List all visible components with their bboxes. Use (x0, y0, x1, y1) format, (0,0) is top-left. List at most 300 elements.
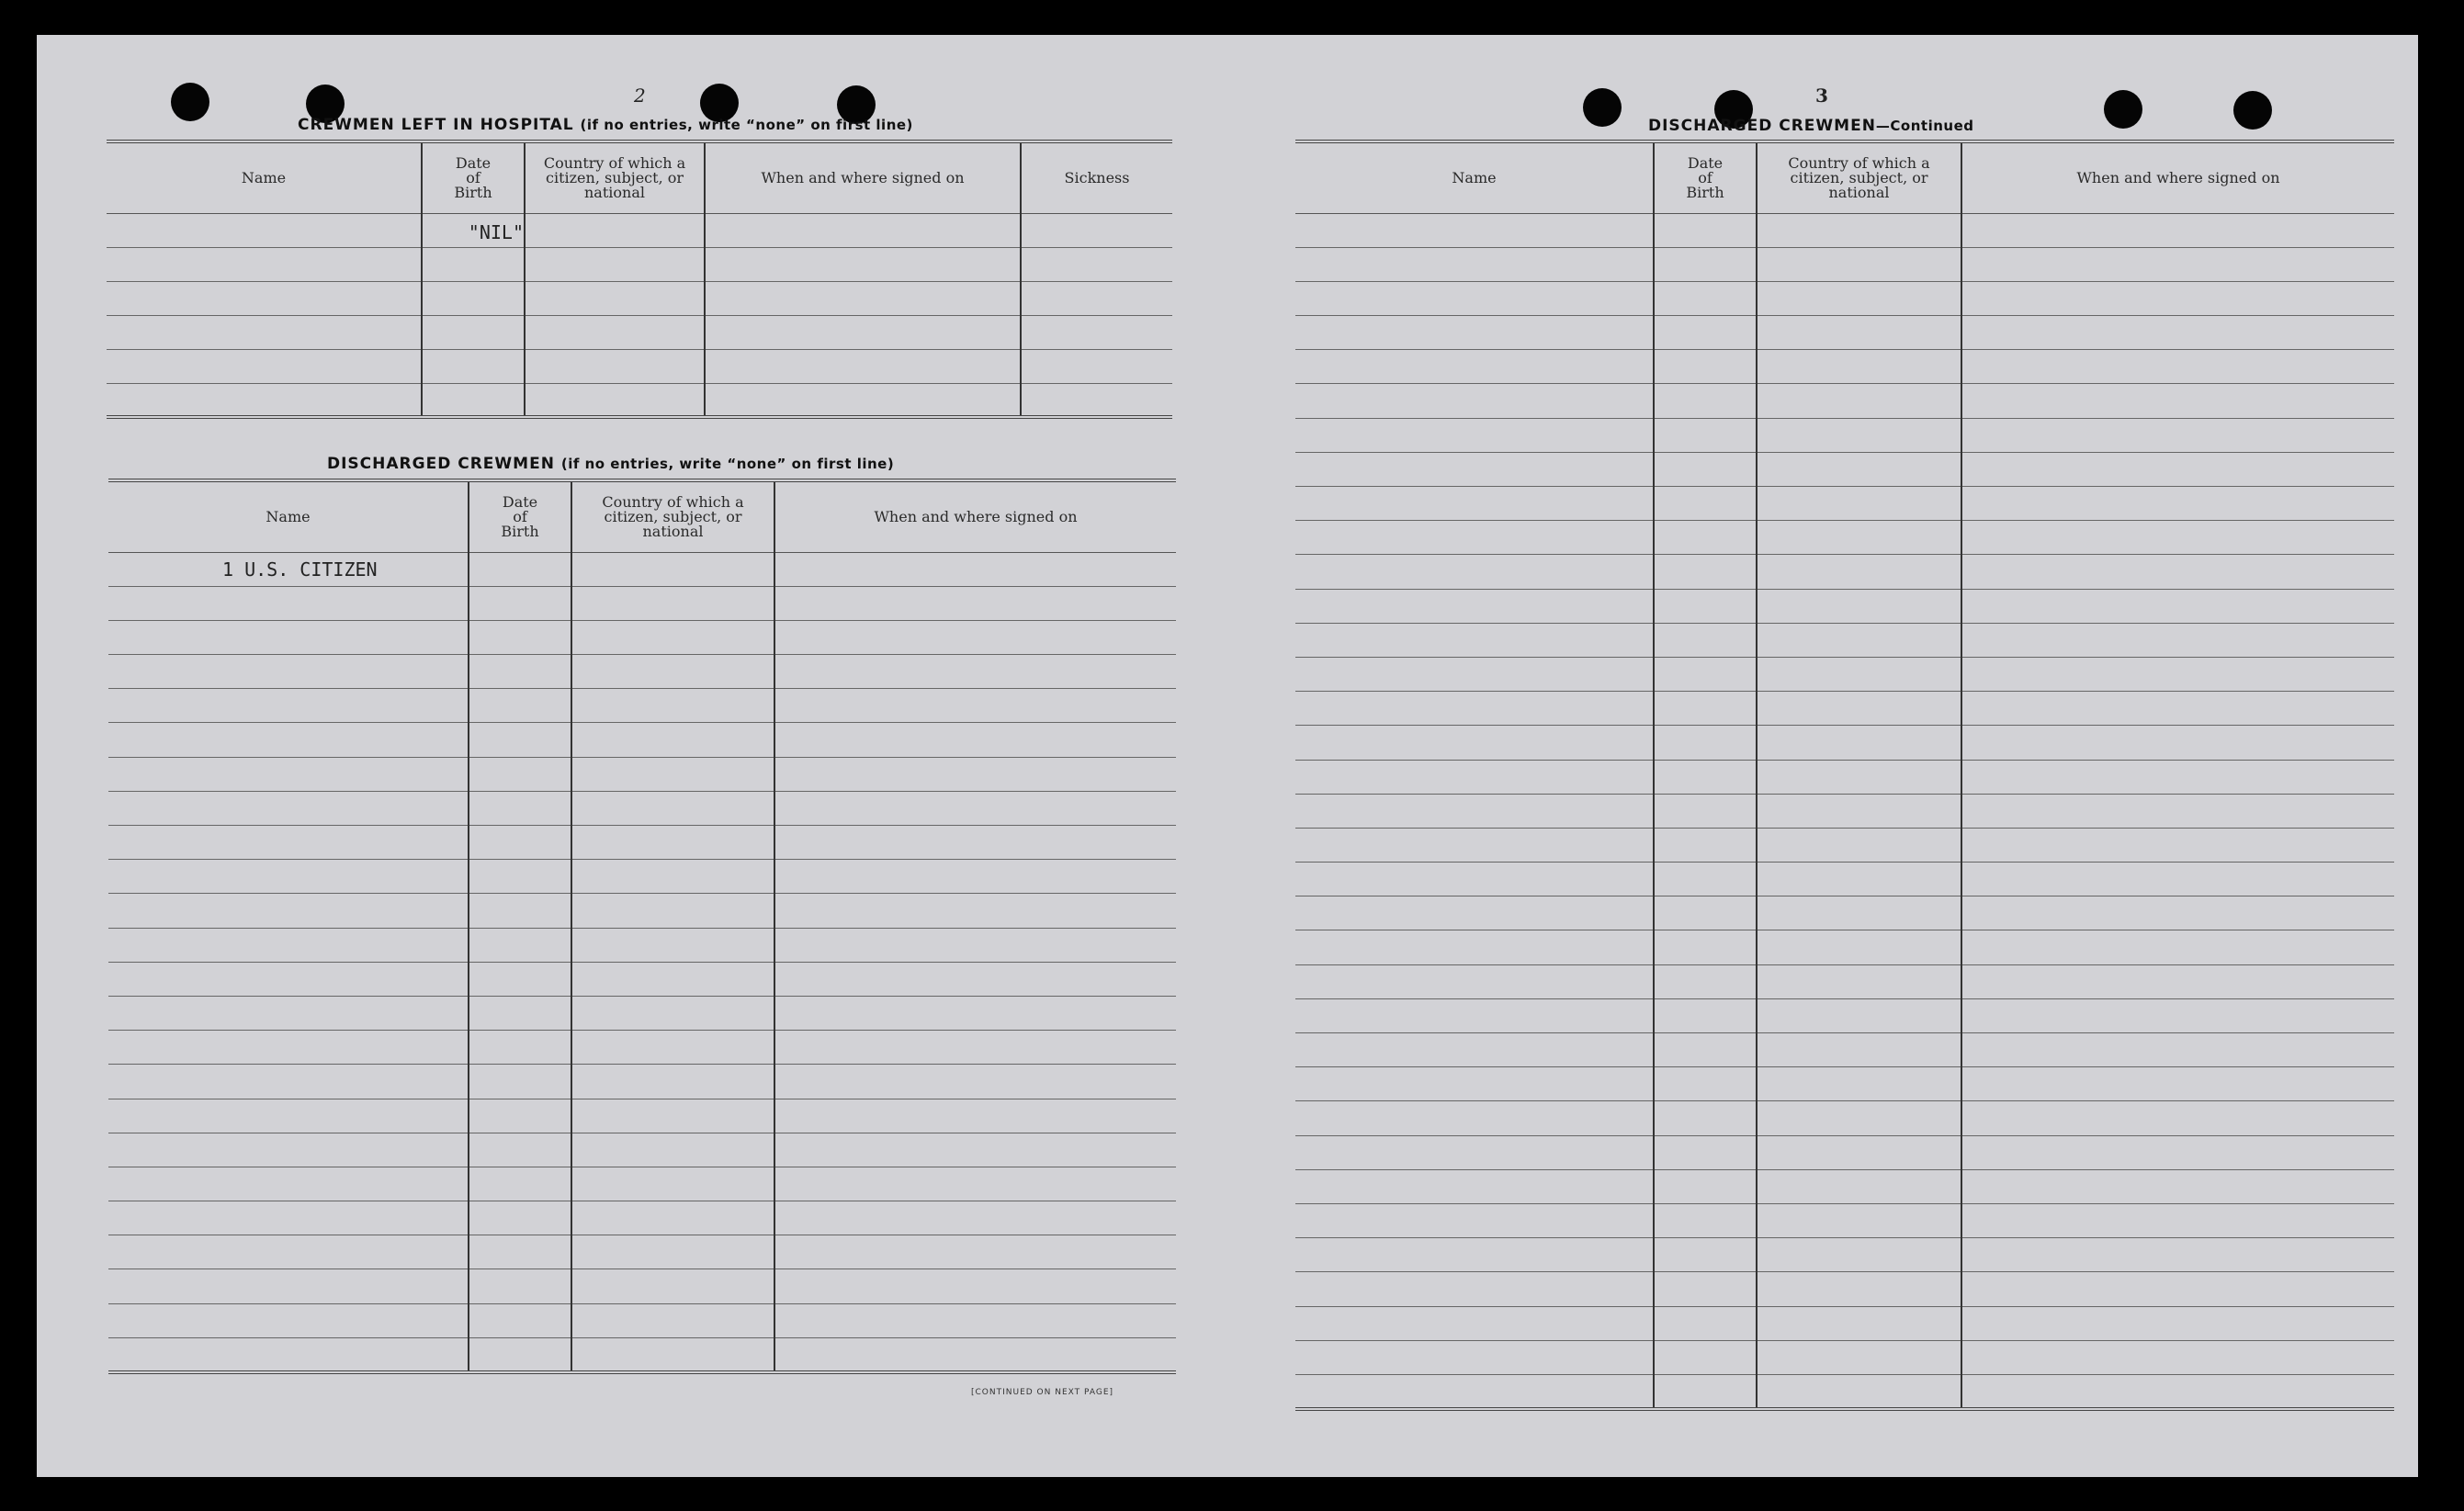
cell-country (1757, 452, 1961, 486)
cell-name (108, 655, 469, 689)
cell-signed-on (774, 1201, 1176, 1235)
cell-signed-on (774, 1031, 1176, 1065)
col-header-date-of-birth: Date of Birth (469, 480, 571, 552)
cell-date-of-birth (1654, 760, 1757, 794)
cell-name (1295, 350, 1654, 384)
discharged-continued-title-text: DISCHARGED CREWMEN (1648, 117, 1876, 135)
col-header-date-of-birth: Date of Birth (1654, 141, 1757, 213)
table-row (108, 894, 1176, 928)
table-row (108, 689, 1176, 723)
discharged-continued-title (1648, 117, 1974, 135)
col-header-country: Country of which a citizen, subject, or national (571, 480, 774, 552)
cell-signed-on (774, 860, 1176, 894)
col-header-signed-on: When and where signed on (1961, 141, 2394, 213)
table-row (1295, 794, 2394, 828)
cell-date-of-birth (1654, 1203, 1757, 1237)
cell-date-of-birth (1654, 487, 1757, 521)
cell-country (571, 586, 774, 620)
discharged-title-note: (if no entries, write “none” on first line) (560, 456, 895, 472)
cell-country (571, 928, 774, 962)
col-header-name: Name (107, 141, 422, 213)
cell-country (1757, 896, 1961, 930)
cell-date-of-birth (422, 281, 525, 315)
cell-name (1295, 760, 1654, 794)
cell-name (1295, 1203, 1654, 1237)
cell-date-of-birth (1654, 794, 1757, 828)
cell-date-of-birth (1654, 1340, 1757, 1374)
cell-name (108, 620, 469, 654)
cell-name (1295, 1238, 1654, 1272)
cell-date-of-birth (1654, 930, 1757, 964)
table-row (1295, 998, 2394, 1032)
cell-date-of-birth (469, 791, 571, 825)
cell-name (108, 1303, 469, 1337)
cell-signed-on (1961, 281, 2394, 315)
cell-date-of-birth (469, 1099, 571, 1133)
cell-date-of-birth (1654, 418, 1757, 452)
col-header-country: Country of which a citizen, subject, or national (525, 141, 705, 213)
cell-name (1295, 247, 1654, 281)
table-row (108, 723, 1176, 757)
table-row (107, 281, 1172, 315)
col-header-signed-on: When and where signed on (705, 141, 1021, 213)
cell-date-of-birth (1654, 726, 1757, 760)
cell-name (1295, 316, 1654, 350)
table-row (108, 757, 1176, 791)
table-row (1295, 213, 2394, 247)
cell-signed-on (774, 1167, 1176, 1201)
table-row (108, 1269, 1176, 1303)
cell-date-of-birth (1654, 692, 1757, 726)
table-row (1295, 863, 2394, 896)
cell-signed-on (1961, 794, 2394, 828)
table-row (107, 213, 1172, 247)
cell-date-of-birth (1654, 896, 1757, 930)
table-row (1295, 964, 2394, 998)
table-row (1295, 1272, 2394, 1306)
cell-signed-on (1961, 213, 2394, 247)
cell-country (1757, 1067, 1961, 1101)
cell-name (107, 247, 422, 281)
cell-name (108, 996, 469, 1030)
cell-signed-on (774, 1269, 1176, 1303)
page-number-right: 3 (1815, 85, 1828, 107)
cell-signed-on (774, 1065, 1176, 1099)
cell-date-of-birth (469, 1031, 571, 1065)
cell-name (108, 928, 469, 962)
cell-country (571, 791, 774, 825)
table-row (107, 383, 1172, 417)
table-row (108, 1065, 1176, 1099)
cell-date-of-birth (1654, 1272, 1757, 1306)
col-header-name: Name (1295, 141, 1654, 213)
cell-name (1295, 896, 1654, 930)
cell-name: 1 U.S. CITIZEN (108, 552, 469, 586)
cell-country (1757, 384, 1961, 418)
cell-name (108, 723, 469, 757)
cell-signed-on (774, 928, 1176, 962)
cell-date-of-birth (1654, 213, 1757, 247)
cell-country (1757, 1203, 1961, 1237)
cell-date-of-birth (469, 723, 571, 757)
table-row (107, 315, 1172, 349)
cell-signed-on (1961, 487, 2394, 521)
cell-name (107, 349, 422, 383)
discharged-table (108, 479, 1176, 1374)
cell-name (1295, 1135, 1654, 1169)
cell-date-of-birth (1654, 1033, 1757, 1067)
cell-date-of-birth (1654, 657, 1757, 691)
table-row (1295, 418, 2394, 452)
cell-name (1295, 828, 1654, 862)
cell-name (108, 1269, 469, 1303)
cell-name (108, 1337, 469, 1371)
discharged-rows (108, 552, 1176, 1372)
cell-country (571, 757, 774, 791)
table-row (1295, 350, 2394, 384)
cell-name (1295, 657, 1654, 691)
cell-country (571, 1167, 774, 1201)
cell-signed-on (1961, 1340, 2394, 1374)
punch-hole (2104, 90, 2142, 129)
cell-country (1757, 316, 1961, 350)
cell-sickness (1021, 213, 1172, 247)
cell-country (525, 349, 705, 383)
cell-date-of-birth (1654, 316, 1757, 350)
cell-name (1295, 1101, 1654, 1135)
cell-signed-on (1961, 930, 2394, 964)
cell-date-of-birth (469, 860, 571, 894)
cell-name (1295, 863, 1654, 896)
col-header-date-of-birth: Date of Birth (422, 141, 525, 213)
cell-signed-on (705, 213, 1021, 247)
cell-date-of-birth (469, 928, 571, 962)
cell-country (1757, 794, 1961, 828)
cell-date-of-birth: "NIL" (422, 213, 525, 247)
punch-hole (1583, 88, 1622, 127)
cell-date-of-birth (469, 1269, 571, 1303)
cell-country (525, 383, 705, 417)
table-row (1295, 487, 2394, 521)
cell-signed-on (1961, 555, 2394, 589)
cell-signed-on (774, 586, 1176, 620)
cell-country (571, 996, 774, 1030)
table-row (108, 1031, 1176, 1065)
table-row (1295, 316, 2394, 350)
table-row (107, 247, 1172, 281)
table-row (108, 1201, 1176, 1235)
cell-date-of-birth (469, 962, 571, 996)
cell-country (1757, 1033, 1961, 1067)
cell-signed-on (1961, 692, 2394, 726)
cell-signed-on (1961, 1203, 2394, 1237)
cell-country (1757, 623, 1961, 657)
cell-signed-on (705, 383, 1021, 417)
cell-signed-on (774, 1337, 1176, 1371)
cell-name (108, 689, 469, 723)
cell-country (1757, 1135, 1961, 1169)
cell-signed-on (705, 315, 1021, 349)
cell-signed-on (1961, 384, 2394, 418)
cell-country (525, 281, 705, 315)
cell-date-of-birth (1654, 1169, 1757, 1203)
cell-date-of-birth (1654, 1374, 1757, 1408)
cell-date-of-birth (469, 1337, 571, 1371)
cell-name (1295, 998, 1654, 1032)
table-row (108, 791, 1176, 825)
cell-name (1295, 692, 1654, 726)
table-row (108, 1303, 1176, 1337)
table-row (1295, 930, 2394, 964)
cell-date-of-birth (469, 620, 571, 654)
discharged-title-text: DISCHARGED CREWMEN (327, 455, 555, 473)
cell-date-of-birth (469, 586, 571, 620)
cell-name (1295, 1374, 1654, 1408)
cell-country (1757, 998, 1961, 1032)
cell-name (108, 1065, 469, 1099)
cell-signed-on (1961, 1101, 2394, 1135)
table-row (1295, 1306, 2394, 1340)
cell-country (1757, 657, 1961, 691)
cell-signed-on (1961, 896, 2394, 930)
table-row (1295, 589, 2394, 623)
cell-country (571, 1269, 774, 1303)
cell-name (107, 213, 422, 247)
cell-signed-on (1961, 1272, 2394, 1306)
table-row (107, 349, 1172, 383)
cell-country (1757, 247, 1961, 281)
cell-name (1295, 521, 1654, 555)
cell-date-of-birth (1654, 521, 1757, 555)
punch-hole (2233, 91, 2272, 130)
cell-country (525, 247, 705, 281)
cell-country (571, 860, 774, 894)
table-row (1295, 452, 2394, 486)
table-row (108, 860, 1176, 894)
cell-country (1757, 213, 1961, 247)
cell-signed-on (774, 552, 1176, 586)
cell-date-of-birth (1654, 828, 1757, 862)
cell-name (108, 1167, 469, 1201)
cell-date-of-birth (1654, 384, 1757, 418)
cell-signed-on (1961, 1238, 2394, 1272)
cell-date-of-birth (469, 552, 571, 586)
table-row (1295, 1101, 2394, 1135)
cell-name (108, 894, 469, 928)
table-row (1295, 521, 2394, 555)
cell-country (1757, 863, 1961, 896)
cell-date-of-birth (1654, 964, 1757, 998)
table-row (108, 1235, 1176, 1269)
hospital-table (107, 140, 1172, 419)
table-row (108, 1337, 1176, 1371)
cell-signed-on (774, 962, 1176, 996)
cell-country (525, 315, 705, 349)
hospital-rows (107, 213, 1172, 417)
cell-country (1757, 760, 1961, 794)
cell-name (1295, 726, 1654, 760)
cell-signed-on (1961, 828, 2394, 862)
cell-name (1295, 384, 1654, 418)
table-row (1295, 657, 2394, 691)
cell-country (571, 962, 774, 996)
cell-country (571, 1065, 774, 1099)
cell-name (108, 1031, 469, 1065)
cell-signed-on (774, 655, 1176, 689)
table-row (1295, 623, 2394, 657)
cell-name (1295, 555, 1654, 589)
cell-date-of-birth (469, 894, 571, 928)
cell-signed-on (1961, 521, 2394, 555)
cell-country (571, 1337, 774, 1371)
table-row (108, 655, 1176, 689)
cell-date-of-birth (1654, 998, 1757, 1032)
col-header-sickness: Sickness (1021, 141, 1172, 213)
cell-signed-on (705, 247, 1021, 281)
cell-date-of-birth (422, 247, 525, 281)
cell-signed-on (1961, 1067, 2394, 1101)
cell-country (1757, 281, 1961, 315)
cell-name (108, 757, 469, 791)
cell-country (1757, 350, 1961, 384)
cell-signed-on (1961, 1374, 2394, 1408)
col-header-name: Name (108, 480, 469, 552)
cell-date-of-birth (1654, 1135, 1757, 1169)
form-sheet (37, 35, 2418, 1477)
cell-signed-on (705, 349, 1021, 383)
cell-country (1757, 1374, 1961, 1408)
cell-country (1757, 726, 1961, 760)
table-row (1295, 760, 2394, 794)
continued-suffix: —Continued (1875, 118, 1974, 134)
table-row (1295, 692, 2394, 726)
cell-date-of-birth (1654, 589, 1757, 623)
cell-name (1295, 1272, 1654, 1306)
cell-sickness (1021, 349, 1172, 383)
table-row (1295, 726, 2394, 760)
cell-country (1757, 1101, 1961, 1135)
cell-country (525, 213, 705, 247)
table-row (1295, 828, 2394, 862)
cell-date-of-birth (469, 1167, 571, 1201)
cell-signed-on (774, 1133, 1176, 1167)
table-row (108, 826, 1176, 860)
cell-country (571, 1303, 774, 1337)
cell-name (1295, 623, 1654, 657)
cell-signed-on (1961, 452, 2394, 486)
cell-signed-on (774, 791, 1176, 825)
cell-signed-on (1961, 1169, 2394, 1203)
table-row (108, 1133, 1176, 1167)
cell-name (1295, 589, 1654, 623)
cell-signed-on (774, 757, 1176, 791)
cell-name (108, 1133, 469, 1167)
cell-name (1295, 213, 1654, 247)
cell-name (1295, 1306, 1654, 1340)
cell-date-of-birth (469, 757, 571, 791)
cell-signed-on (774, 996, 1176, 1030)
table-row (1295, 1374, 2394, 1408)
cell-date-of-birth (469, 996, 571, 1030)
cell-signed-on (1961, 657, 2394, 691)
page-number-left: 2 (634, 85, 646, 107)
cell-signed-on (1961, 350, 2394, 384)
cell-name (1295, 1033, 1654, 1067)
cell-date-of-birth (469, 689, 571, 723)
discharged-continued-rows (1295, 213, 2394, 1409)
cell-signed-on (1961, 589, 2394, 623)
cell-name (1295, 418, 1654, 452)
table-row (108, 1167, 1176, 1201)
cell-date-of-birth (1654, 247, 1757, 281)
cell-country (1757, 1306, 1961, 1340)
hospital-title-note: (if no entries, write “none” on first line) (580, 117, 913, 133)
cell-signed-on (774, 1303, 1176, 1337)
table-row (1295, 384, 2394, 418)
col-header-signed-on: When and where signed on (774, 480, 1176, 552)
table-row (1295, 1135, 2394, 1169)
cell-name (1295, 794, 1654, 828)
table-row (1295, 281, 2394, 315)
cell-name (1295, 487, 1654, 521)
table-row (1295, 555, 2394, 589)
cell-sickness (1021, 383, 1172, 417)
cell-country (1757, 555, 1961, 589)
cell-date-of-birth (1654, 452, 1757, 486)
cell-country (571, 723, 774, 757)
cell-date-of-birth (1654, 623, 1757, 657)
cell-signed-on (1961, 1135, 2394, 1169)
cell-signed-on (774, 1235, 1176, 1269)
cell-country (1757, 1238, 1961, 1272)
cell-date-of-birth (469, 1303, 571, 1337)
cell-signed-on (774, 894, 1176, 928)
cell-name (107, 281, 422, 315)
cell-name (108, 791, 469, 825)
cell-country (1757, 521, 1961, 555)
cell-signed-on (1961, 316, 2394, 350)
cell-name (1295, 452, 1654, 486)
cell-country (1757, 418, 1961, 452)
cell-country (1757, 1340, 1961, 1374)
cell-name (1295, 281, 1654, 315)
cell-signed-on (774, 689, 1176, 723)
punch-hole (171, 83, 209, 121)
cell-name (108, 860, 469, 894)
table-row (1295, 896, 2394, 930)
cell-sickness (1021, 281, 1172, 315)
cell-country (1757, 487, 1961, 521)
cell-signed-on (774, 826, 1176, 860)
cell-country (1757, 828, 1961, 862)
cell-date-of-birth (469, 1133, 571, 1167)
hospital-title-text: CREWMEN LEFT IN HOSPITAL (298, 116, 574, 134)
cell-date-of-birth (1654, 863, 1757, 896)
table-row (1295, 247, 2394, 281)
cell-date-of-birth (1654, 555, 1757, 589)
table-row (1295, 1033, 2394, 1067)
cell-signed-on (1961, 623, 2394, 657)
table-row (108, 962, 1176, 996)
cell-date-of-birth (422, 315, 525, 349)
cell-signed-on (774, 723, 1176, 757)
cell-name (108, 826, 469, 860)
cell-date-of-birth (469, 826, 571, 860)
cell-date-of-birth (469, 655, 571, 689)
cell-sickness (1021, 247, 1172, 281)
cell-date-of-birth (1654, 1067, 1757, 1101)
cell-date-of-birth (1654, 281, 1757, 315)
